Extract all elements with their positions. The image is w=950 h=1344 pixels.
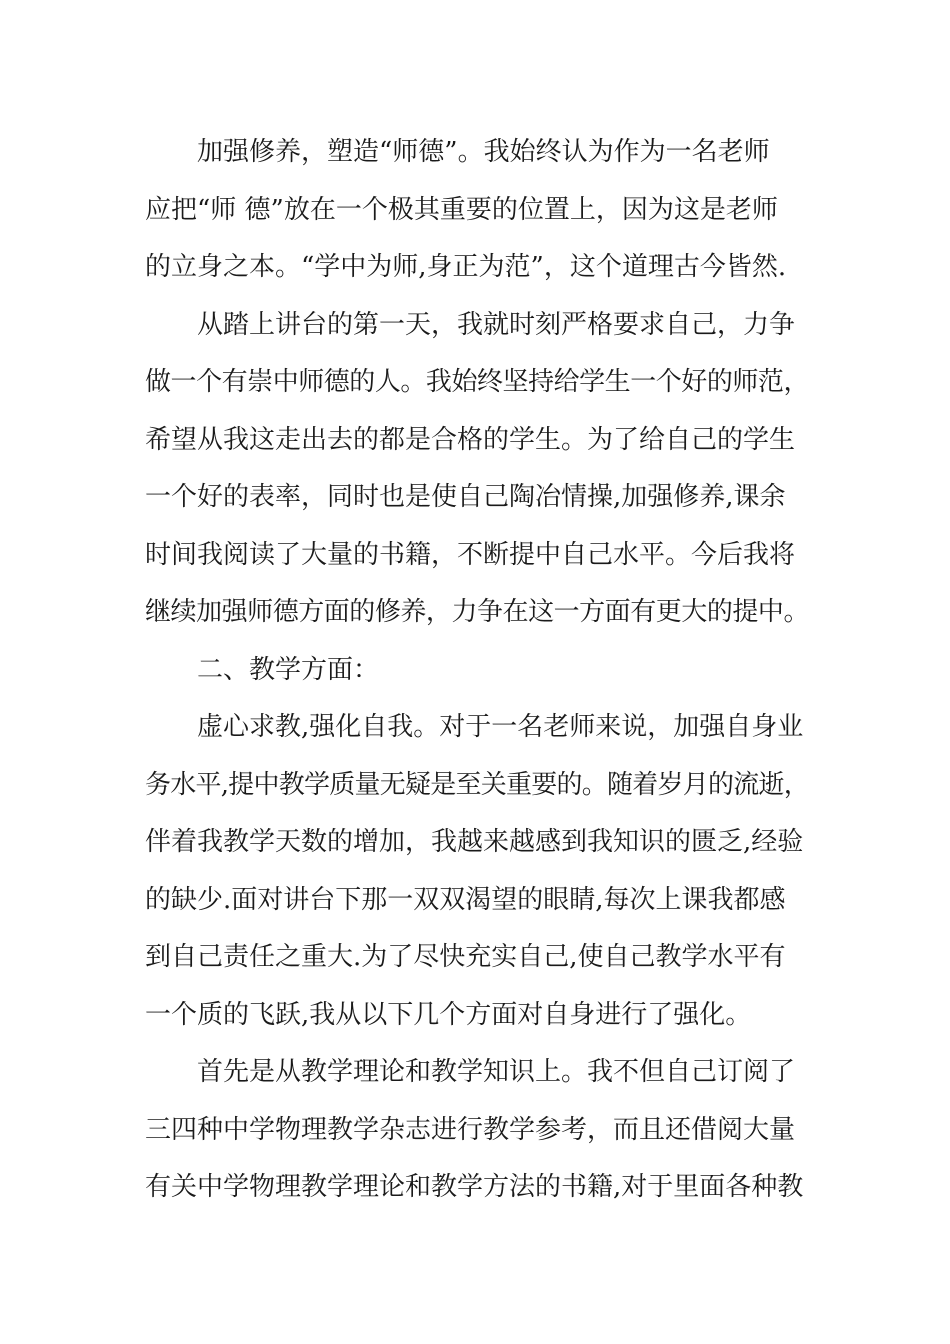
- text-line: 首先是从教学理论和教学知识上。我不但自己订阅了: [197, 1057, 796, 1087]
- text-line: 希望从我这走出去的都是合格的学生。为了给自己的学生: [145, 424, 796, 455]
- document-page: [145, 124, 809, 1217]
- text-line: 加强修养，塑造“师德”。我始终认为作为一名老师: [197, 137, 770, 167]
- text-line: 从踏上讲台的第一天，我就时刻严格要求自己，力争: [197, 309, 796, 340]
- text-line: 继续加强师德方面的修养，力争在这一方面有更大的提中。: [145, 597, 809, 627]
- text-line: 到自己责任之重大.为了尽快充实自己,使自己教学水平有: [145, 942, 786, 972]
- text-line: 一个质的飞跃,我从以下几个方面对自身进行了强化。: [145, 999, 752, 1030]
- paragraph-2: [145, 297, 809, 642]
- paragraph-5: [145, 1044, 809, 1217]
- paragraph-1: [145, 124, 809, 297]
- text-line: 伴着我教学天数的增加，我越来越感到我知识的匮乏,经验: [145, 827, 804, 857]
- text-line: 的立身之本。“学中为师,身正为范”，这个道理古今皆然.: [145, 252, 787, 282]
- text-line: 应把“师 德”放在一个极其重要的位置上，因为这是老师: [145, 194, 778, 225]
- section-heading: [145, 642, 809, 700]
- paragraph-4: [145, 699, 809, 1044]
- text-line: 做一个有崇中师德的人。我始终坚持给学生一个好的师范，: [145, 367, 809, 397]
- text-line: 时间我阅读了大量的书籍，不断提中自己水平。今后我将: [145, 539, 796, 570]
- text-line: 一个好的表率，同时也是使自己陶冶情操,加强修养,课余: [145, 482, 786, 512]
- text-line: 虚心求教,强化自我。对于一名老师来说，加强自身业: [197, 712, 804, 742]
- text-line: 有关中学物理教学理论和教学方法的书籍,对于里面各种教: [145, 1172, 804, 1202]
- text-line: 三四种中学物理教学杂志进行教学参考，而且还借阅大量: [145, 1114, 796, 1145]
- heading-line: 二、教学方面：: [197, 654, 380, 685]
- text-line: 的缺少.面对讲台下那一双双渴望的眼睛,每次上课我都感: [145, 884, 786, 915]
- text-line: 务水平,提中教学质量无疑是至关重要的。随着岁月的流逝，: [145, 769, 810, 800]
